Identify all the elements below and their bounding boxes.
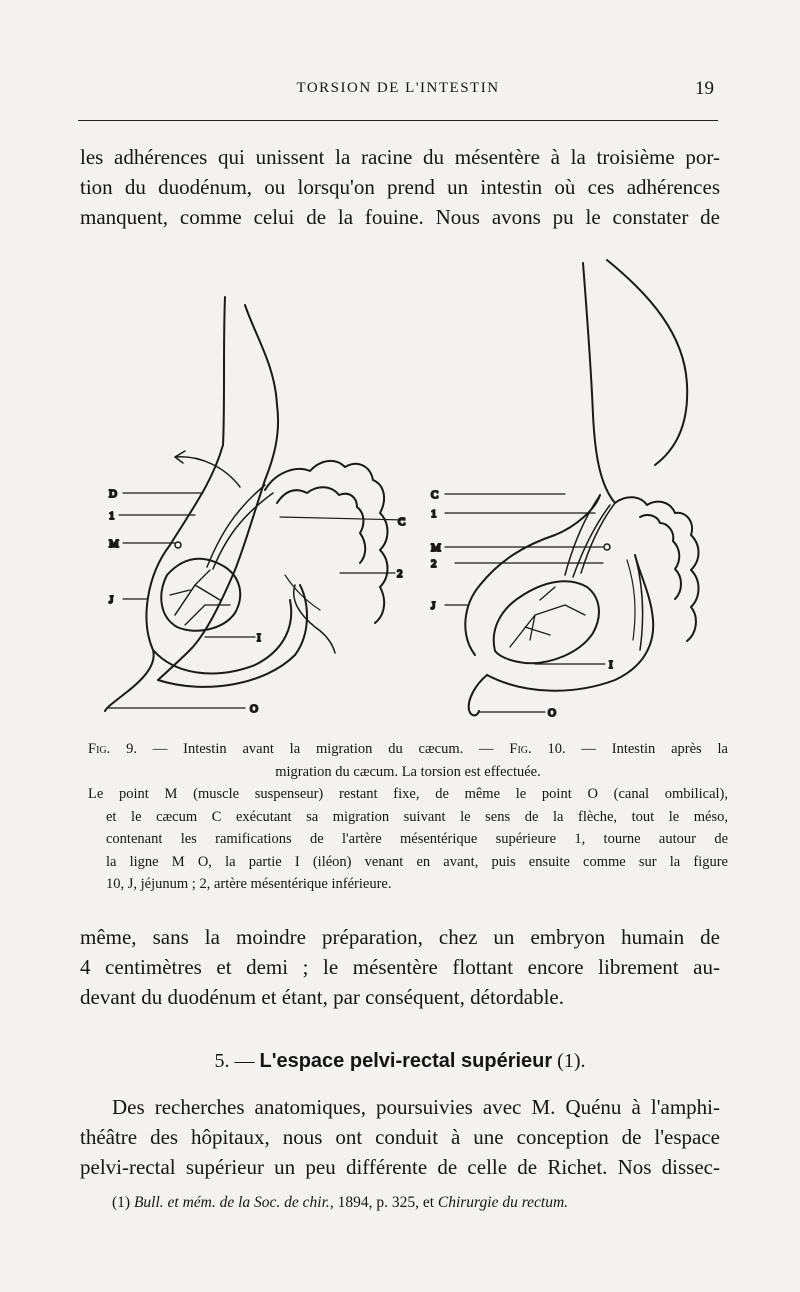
text-line: devant du duodénum et étant, par conséquent, détordable. <box>80 985 565 1009</box>
text-line: pelvi-rectal supérieur un peu différente de celle de Richet. Nos dissec- <box>80 1155 720 1179</box>
text-line: les adhérences qui unissent la racine du mésentère à la troisième por- <box>80 145 720 169</box>
text-line: théâtre des hôpitaux, nous ont conduit à une conception de l'espace <box>80 1125 720 1149</box>
footnote <box>112 1194 732 1212</box>
caption-line <box>88 738 728 761</box>
text-line: manquent, comme celui de la fouine. Nous avons pu le constater de <box>80 205 720 229</box>
fig9-label-C: C <box>398 516 406 528</box>
fig9-label-1: 1 <box>109 510 115 522</box>
caption-line: migration du cæcum. La torsion est effectuée. <box>275 763 541 780</box>
fig10-text: — Intestin après la <box>565 741 728 757</box>
fig10-label-1: 1 <box>431 508 437 520</box>
fig9-label-2: 2 <box>397 568 403 580</box>
section-note-ref: (1). <box>552 1050 586 1072</box>
figure-9-drawing <box>105 297 405 711</box>
text-line: même, sans la moindre préparation, chez un embryon humain de <box>80 925 720 949</box>
footnote-middle: , 1894, p. 325, et <box>329 1194 438 1211</box>
fig9-label-M: M <box>109 538 119 550</box>
text-line: tion du duodénum, ou lorsqu'on prend un intestin où ces adhérences <box>80 175 720 199</box>
text-line: Des recherches anatomiques, poursuivies avec M. Quénu à l'amphi- <box>112 1095 720 1119</box>
paragraph-middle <box>80 922 720 1012</box>
fig10-label-2: 2 <box>431 558 437 570</box>
anatomical-figure <box>95 255 725 725</box>
paragraph-bottom <box>80 1092 720 1182</box>
fig10-label-J: J <box>431 600 436 612</box>
caption-line: 10, J, jéjunum ; 2, artère mésentérique inférieure. <box>106 876 392 892</box>
fig10-label-I: I <box>609 659 613 671</box>
fig9-label-I: I <box>257 632 261 644</box>
section-dash: — <box>229 1050 260 1072</box>
running-title: TORSION DE L'INTESTIN <box>296 80 500 96</box>
footnote-number: (1) <box>112 1194 131 1211</box>
header-rule <box>78 120 718 121</box>
caption-line: et le cæcum C exécutant sa migration suivant le sens de la flèche, tout le méso, <box>106 808 728 825</box>
fig10-ref: Fig. 10. <box>509 741 566 757</box>
fig9-label-O: O <box>250 703 258 715</box>
fig9-ref: Fig. 9. <box>88 741 137 757</box>
figure-10-drawing <box>445 260 699 715</box>
fig10-label-C: C <box>431 489 439 501</box>
section-heading <box>80 1050 720 1073</box>
fig10-label-M: M <box>431 542 441 554</box>
caption-line: contenant les ramifications de l'artère mésentérique supérieure 1, tourne autour de <box>106 831 728 847</box>
fig9-label-D: D <box>109 488 117 500</box>
figure-caption <box>88 738 728 896</box>
footnote-ref-2: Chirurgie du rectum. <box>437 1194 569 1211</box>
caption-line: Le point M (muscle suspenseur) restant fixe, de même le point O (canal ombilical), <box>88 786 728 802</box>
footnote-ref-1: Bull. et mém. de la Soc. de chir. <box>133 1194 330 1211</box>
paragraph-top <box>80 142 720 232</box>
caption-line: la ligne M O, la partie I (iléon) venant en avant, puis ensuite comme sur la figure <box>106 853 728 870</box>
running-head <box>80 80 716 104</box>
fig9-label-J: J <box>109 594 114 606</box>
section-title: L'espace pelvi-rectal supérieur <box>259 1050 553 1072</box>
page-number: 19 <box>695 78 714 99</box>
fig10-label-O: O <box>548 707 556 719</box>
text-line: 4 centimètres et demi ; le mésentère flottant encore librement au- <box>80 955 720 979</box>
section-number: 5. <box>214 1050 230 1072</box>
fig9-text: — Intestin avant la migration du cæcum. — <box>136 741 510 757</box>
